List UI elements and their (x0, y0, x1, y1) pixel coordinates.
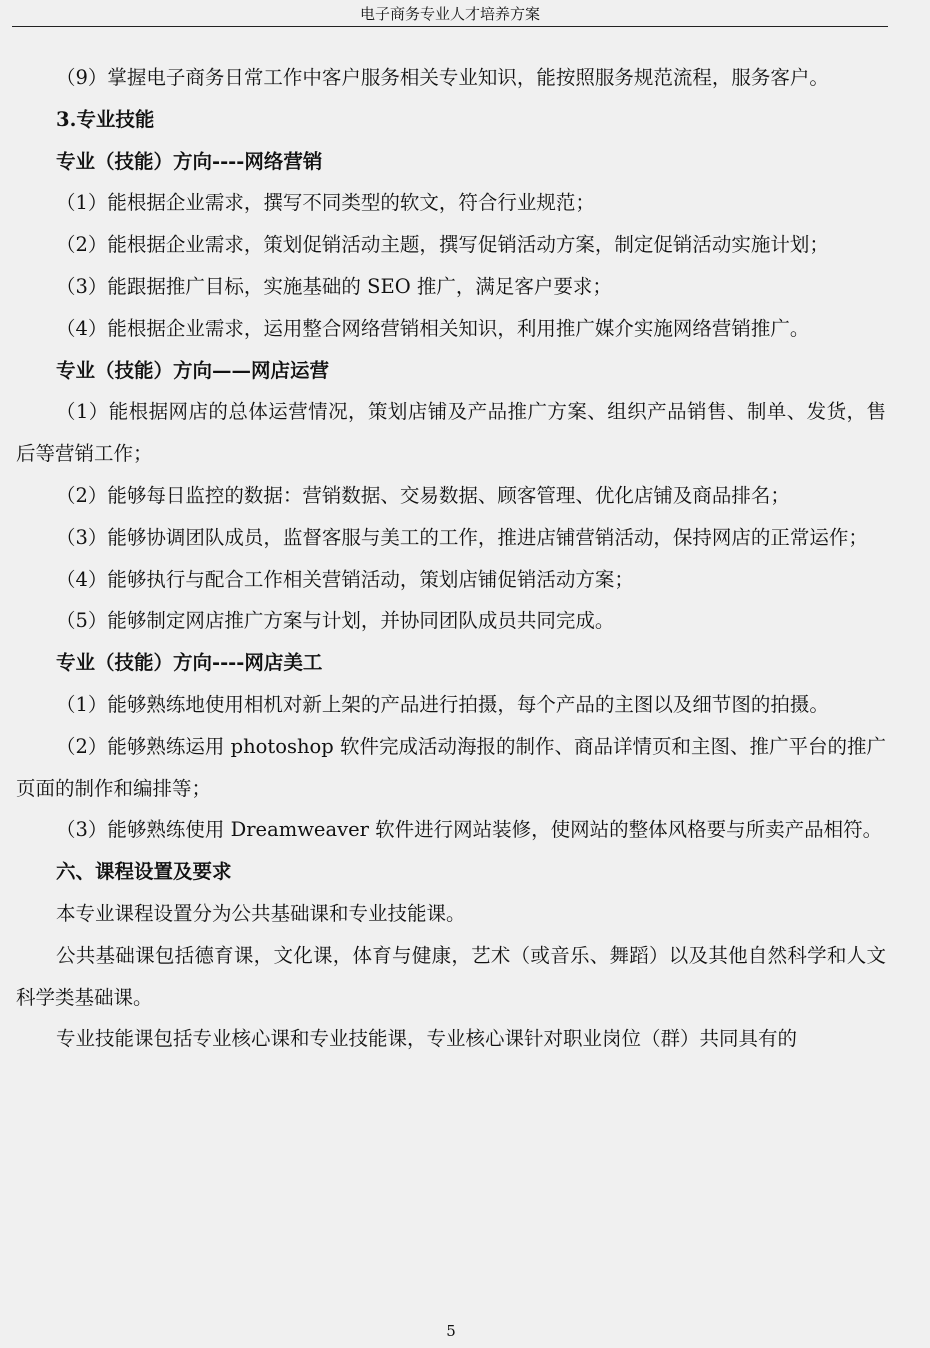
paragraph: （2）能够每日监控的数据：营销数据、交易数据、顾客管理、优化店铺及商品排名； (56, 483, 790, 507)
page-number: 5 (446, 1322, 456, 1340)
paragraph: （2）能够熟练运用 photoshop 软件完成活动海报的制作、商品详情页和主图、推广平台的推广页面的制作和编排等； (16, 734, 886, 800)
paragraph: 公共基础课包括德育课，文化课，体育与健康，艺术（或音乐、舞蹈）以及其他自然科学和人文科学类基础课。 (16, 943, 886, 1009)
section-heading: 专业（技能）方向----网络营销 (56, 149, 323, 173)
section-heading: 专业（技能）方向——网店运营 (56, 358, 330, 382)
paragraph: （1）能根据网店的总体运营情况，策划店铺及产品推广方案、组织产品销售、制单、发货，售后等营销工作； (16, 400, 886, 466)
paragraph: （3）能够协调团队成员，监督客服与美工的工作，推进店铺营销活动，保持网店的正常运作； (56, 525, 868, 549)
paragraph: （1）能够熟练地使用相机对新上架的产品进行拍摄，每个产品的主图以及细节图的拍摄。 (56, 692, 829, 716)
paragraph: 本专业课程设置分为公共基础课和专业技能课。 (56, 901, 466, 925)
paragraph: （5）能够制定网店推广方案与计划，并协同团队成员共同完成。 (56, 609, 615, 633)
document-body (16, 57, 886, 1060)
paragraph: （4）能根据企业需求，运用整合网络营销相关知识，利用推广媒介实施网络营销推广。 (56, 316, 810, 340)
section-heading: 3.专业技能 (56, 107, 155, 131)
page-header: 电子商务专业人才培养方案 (12, 0, 888, 27)
paragraph: （3）能够熟练使用 Dreamweaver 软件进行网站装修，使网站的整体风格要与所卖产品相符。 (56, 818, 883, 842)
paragraph: （3）能跟据推广目标，实施基础的 SEO 推广，满足客户要求； (56, 274, 612, 298)
section-heading: 六、课程设置及要求 (56, 860, 232, 884)
paragraph: （2）能根据企业需求，策划促销活动主题，撰写促销活动方案，制定促销活动实施计划； (56, 233, 829, 257)
paragraph: （1）能根据企业需求，撰写不同类型的软文，符合行业规范； (56, 191, 595, 215)
paragraph: （9）掌握电子商务日常工作中客户服务相关专业知识，能按照服务规范流程，服务客户。 (56, 66, 829, 89)
paragraph: 专业技能课包括专业核心课和专业技能课，专业核心课针对职业岗位（群）共同具有的 (56, 1027, 798, 1051)
section-heading: 专业（技能）方向----网店美工 (56, 651, 323, 675)
paragraph: （4）能够执行与配合工作相关营销活动，策划店铺促销活动方案； (56, 567, 634, 591)
